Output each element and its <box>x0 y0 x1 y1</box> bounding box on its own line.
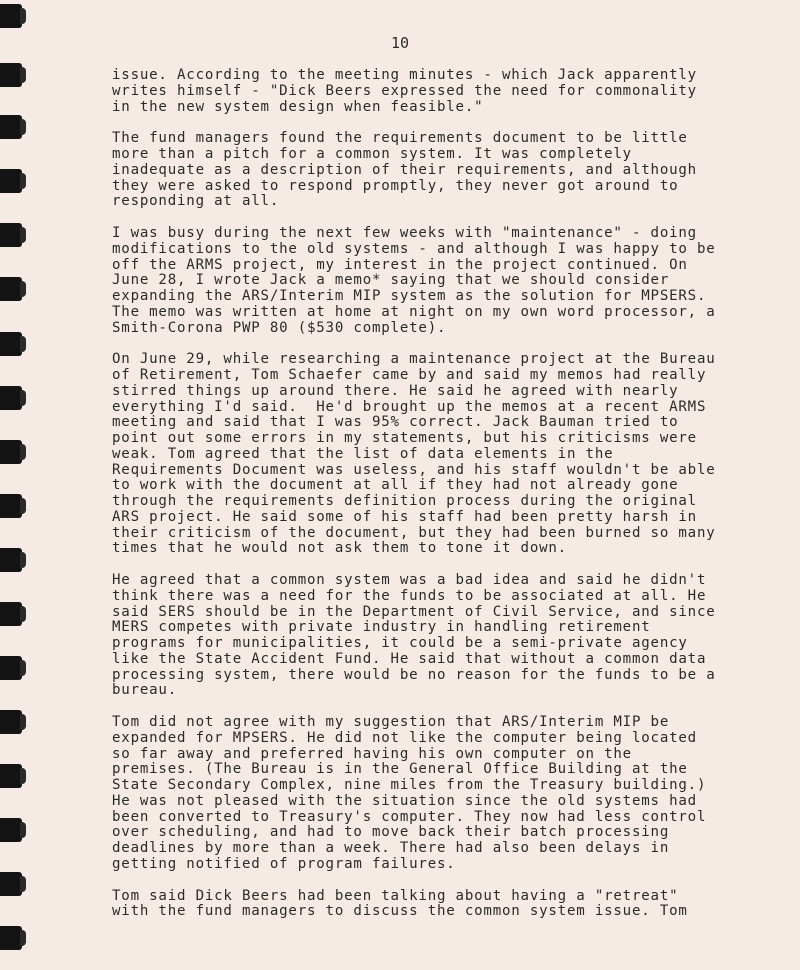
binding-hole <box>0 872 22 896</box>
paragraph: Tom said Dick Beers had been talking about having a "retreat" with the fund managers to discuss the common system issue. Tom <box>112 887 688 920</box>
binding-hole <box>0 764 22 788</box>
binding-hole <box>0 4 22 28</box>
binding-hole <box>0 115 22 139</box>
paragraph: The fund managers found the requirements document to be little more than a pitch for a common system. It was completely inadequate as a description of their requirements, and although they were asked to respond promptly, they never got around to responding at all. <box>112 130 697 210</box>
spiral-binding <box>0 0 26 970</box>
binding-hole <box>0 926 22 950</box>
binding-hole <box>0 169 22 193</box>
paragraph: Tom did not agree with my suggestion that ARS/Interim MIP be expanded for MPSERS. He did not like the computer being located so far away and preferred having his own computer on the premises. (The Bureau is in the General Office Building at the State Secondary Complex, nine miles from the Treasury building.) He was not pleased with the situation since the old systems had been converted to Treasury's computer. They now had less control over scheduling, and had to move back their batch processing deadlines by more than a week. There had also been delays in getting notified of program failures. <box>112 714 707 872</box>
paragraph: issue. According to the meeting minutes - which Jack apparently writes himself - "Dick Beers expressed the need for commonality in the new system design when feasible." <box>112 67 697 115</box>
binding-hole <box>0 386 22 410</box>
binding-hole <box>0 332 22 356</box>
binding-hole <box>0 494 22 518</box>
paragraph: He agreed that a common system was a bad idea and said he didn't think there was a need for the funds to be associated at all. He said SERS should be in the Department of Civil Service, and since MERS competes with private industry in handling retirement programs for municipalities, it could be a semi-private agency like the State Accident Fund. He said that without a common data processing system, there would be no reason for the funds to be a bureau. <box>112 572 716 699</box>
binding-hole <box>0 223 22 247</box>
binding-hole <box>0 440 22 464</box>
binding-hole <box>0 63 22 87</box>
binding-hole <box>0 602 22 626</box>
binding-hole <box>0 710 22 734</box>
binding-hole <box>0 548 22 572</box>
page-number: 10 <box>390 34 410 52</box>
binding-hole <box>0 656 22 680</box>
binding-hole <box>0 277 22 301</box>
paragraph: On June 29, while researching a maintenance project at the Bureau of Retirement, Tom Schaefer came by and said my memos had really stirred things up around there. He said he agreed with nearly everything I'd said. He'd brought up the memos at a recent ARMS meeting and said that I was 95% correct. Jack Bauman tried to point out some errors in my statements, but his criticisms were weak. Tom agreed that the list of data elements in the Requirements Document was useless, and his staff wouldn't be able to work with the document at all if they had not already gone through the requirements definition process during the original ARS project. He said some of his staff had been pretty harsh in their criticism of the document, but they had been burned so many times that he would not ask them to tone it down. <box>112 351 716 557</box>
binding-hole <box>0 818 22 842</box>
document-body <box>112 68 752 936</box>
paragraph: I was busy during the next few weeks with "maintenance" - doing modifications to the old systems - and although I was happy to be off the ARMS project, my interest in the project continued. On June 28, I wrote Jack a memo* saying that we should consider expanding the ARS/Interim MIP system as the solution for MPSERS. The memo was written at home at night on my own word processor, a Smith-Corona PWP 80 ($530 complete). <box>112 225 716 336</box>
